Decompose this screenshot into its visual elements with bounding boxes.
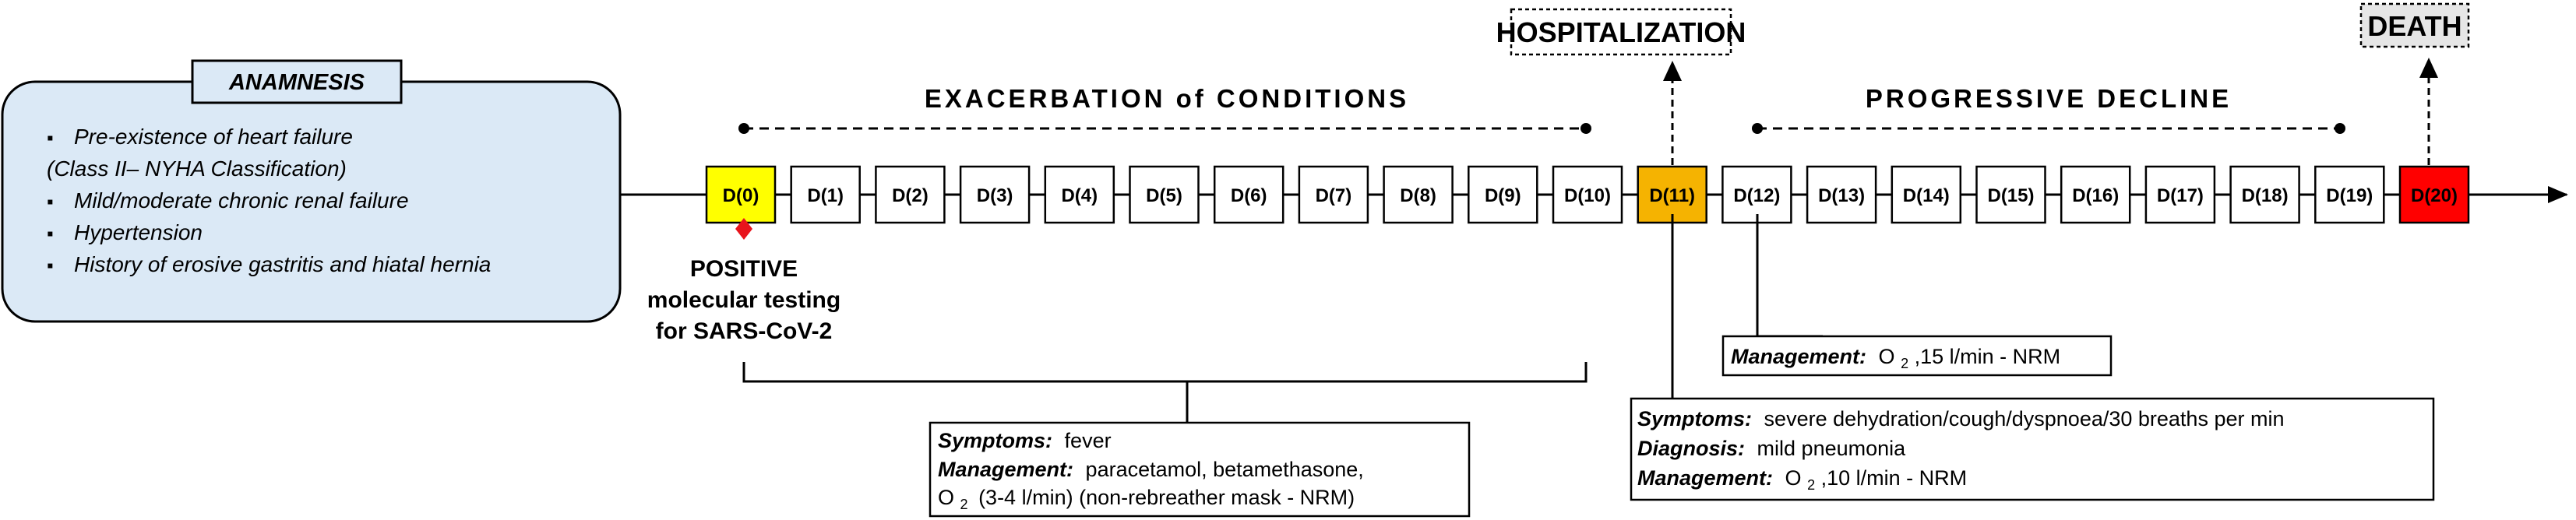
phase-exacerbation-label: EXACERBATION of CONDITIONS <box>924 84 1410 113</box>
day-label: D(0) <box>722 185 759 206</box>
hospitalization-arrow-head <box>1663 61 1682 81</box>
note-d0-d10-management-label: Management: <box>938 458 1074 481</box>
note-d11-management-label: Management: <box>1637 466 1774 490</box>
anamnesis-panel <box>2 61 620 321</box>
day-label: D(18) <box>2241 185 2289 206</box>
note-d11-symptoms <box>1637 407 2284 430</box>
day-label: D(16) <box>2072 185 2120 206</box>
anamnesis-bullet: ▪ <box>47 128 54 149</box>
day-label: D(5) <box>1146 185 1182 206</box>
day-label: D(4) <box>1061 185 1098 206</box>
day-label: D(14) <box>1902 185 1950 206</box>
day-boxes <box>707 167 2469 223</box>
note-d0-d10-o-sub: 2 <box>960 497 968 512</box>
anamnesis-bullet: ▪ <box>47 223 54 244</box>
day-label: D(10) <box>1563 185 1612 206</box>
death-label: DEATH <box>2367 10 2462 42</box>
anamnesis-bullet: ▪ <box>47 191 54 213</box>
event-hospitalization <box>1496 9 1746 165</box>
anamnesis-item: History of erosive gastritis and hiatal hernia <box>74 252 492 276</box>
day-label: D(3) <box>976 185 1013 206</box>
note-d11-symptoms-value: severe dehydration/cough/dyspnoea/30 breaths per min <box>1764 407 2285 430</box>
death-arrow-head <box>2419 58 2438 78</box>
note-d12-o-sub: 2 <box>1901 356 1909 371</box>
note-d0-d10-symptoms-value: fever <box>1064 429 1112 452</box>
positive-test-line3: for SARS-CoV-2 <box>655 318 833 344</box>
day-label: D(8) <box>1400 185 1436 206</box>
note-d11-symptoms-label: Symptoms: <box>1637 407 1753 430</box>
note-d11-o-sub: 2 <box>1807 477 1816 493</box>
phase-decline-start-dot <box>1752 123 1763 134</box>
phase-exacerbation <box>738 84 1591 134</box>
note-d12-management-value: ,15 l/min - NRM <box>1914 345 2061 368</box>
day-label: D(20) <box>2410 185 2458 206</box>
day-label: D(9) <box>1484 185 1521 206</box>
note-d0-d10-o: O <box>938 486 955 509</box>
day-label: D(2) <box>892 185 929 206</box>
day-label: D(6) <box>1230 185 1267 206</box>
note-d0-d10-symptoms <box>938 429 1112 452</box>
day-label: D(19) <box>2326 185 2373 206</box>
note-d0-d10-symptoms-label: Symptoms: <box>938 429 1053 452</box>
note-d0-d10-management-value1: paracetamol, betamethasone, <box>1085 458 1364 481</box>
note-d0-d10-management-value2: (3-4 l/min) (non-rebreather mask - NRM) <box>978 486 1355 509</box>
hospitalization-label: HOSPITALIZATION <box>1496 16 1746 48</box>
phase-exacerbation-start-dot <box>738 123 749 134</box>
anamnesis-item: Hypertension <box>74 220 203 244</box>
day-label: D(13) <box>1818 185 1866 206</box>
phase-exacerbation-end-dot <box>1580 123 1591 134</box>
note-d11-diagnosis-label: Diagnosis: <box>1637 437 1746 460</box>
note-d11-diagnosis-value: mild pneumonia <box>1757 437 1906 460</box>
day-label: D(12) <box>1733 185 1781 206</box>
bracket-d0-d10 <box>744 362 1586 424</box>
day-label: D(7) <box>1315 185 1352 206</box>
day-label: D(17) <box>2156 185 2204 206</box>
positive-test-line1: POSITIVE <box>689 256 798 282</box>
note-d11-management-value: ,10 l/min - NRM <box>1820 466 1968 490</box>
note-d11-o: O <box>1785 466 1802 490</box>
event-death <box>2361 4 2469 165</box>
note-d12-management-label: Management: <box>1731 345 1867 368</box>
note-d11-diagnosis <box>1637 437 1906 460</box>
positive-test-annotation <box>647 218 840 344</box>
anamnesis-bullet: ▪ <box>47 255 54 276</box>
positive-test-line2: molecular testing <box>647 287 841 313</box>
anamnesis-item: Pre-existence of heart failure <box>74 125 353 149</box>
anamnesis-title: ANAMNESIS <box>228 70 365 95</box>
note-d12 <box>1723 336 2111 375</box>
day-label: D(1) <box>807 185 844 206</box>
phase-decline-end-dot <box>2335 123 2345 134</box>
note-d0-d10-management <box>938 458 1364 481</box>
note-d0-d10 <box>930 423 1469 516</box>
day-label: D(11) <box>1649 185 1696 206</box>
day-label: D(15) <box>1987 185 2035 206</box>
phase-decline <box>1752 84 2345 134</box>
note-d12-o: O <box>1878 345 1895 368</box>
note-d11 <box>1631 399 2433 500</box>
anamnesis-item: (Class II– NYHA Classification) <box>47 156 347 181</box>
anamnesis-item: Mild/moderate chronic renal failure <box>74 188 409 213</box>
phase-decline-label: PROGRESSIVE DECLINE <box>1865 84 2232 113</box>
